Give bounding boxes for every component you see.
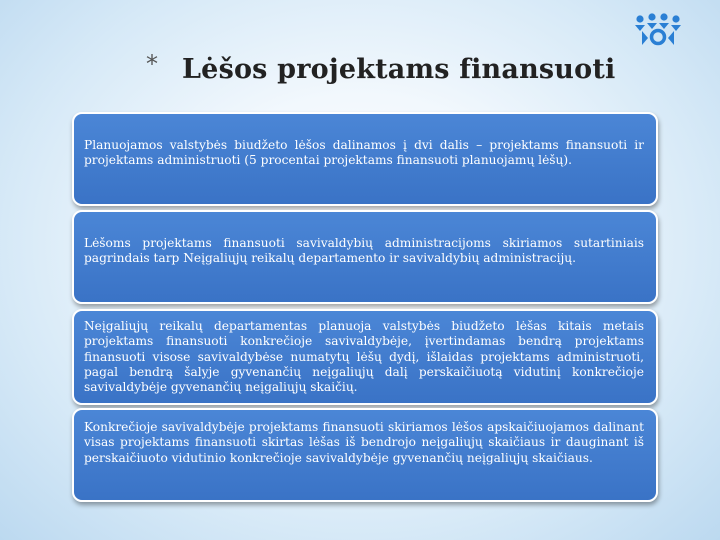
info-box-text: Konkrečioje savivaldybėje projektams finansuoti skiriamos lėšos apskaičiuojamos dalinant visas projektams finansuoti skirtas lėšas iš bendrojo neįgaliųjų skaičiaus ir dauginant iš perskaičiuoto vidutinio konkrečioje savivaldybėje gyvenančių neįgaliųjų skaičiaus. bbox=[84, 420, 644, 465]
info-box-text: Planuojamos valstybės biudžeto lėšos dalinamos į dvi dalis – projektams finansuoti ir projektams administruoti (5 procentai projektams finansuoti planuojamų lėšų). bbox=[84, 138, 644, 168]
page-title: Lėšos projektams finansuoti bbox=[182, 54, 616, 85]
title-row bbox=[140, 50, 660, 100]
title-bullet: * bbox=[146, 50, 158, 78]
organization-logo-icon bbox=[632, 12, 684, 48]
info-box-text: Lėšoms projektams finansuoti savivaldybių administracijoms skiriamos sutartiniais pagrindais tarp Neįgaliųjų reikalų departamento ir savivaldybių administracijų. bbox=[84, 236, 644, 266]
info-box-2 bbox=[72, 210, 658, 304]
info-box-3 bbox=[72, 309, 658, 405]
info-box-1 bbox=[72, 112, 658, 206]
info-box-4 bbox=[72, 408, 658, 502]
info-box-text: Neįgaliųjų reikalų departamentas planuoja valstybės biudžeto lėšas kitais metais projektams finansuoti konkrečioje savivaldybėje, įvertindamas bendrą projektams finansuoti visose savivaldybėse numatytų lėšų dydį, išlaidas projektams administruoti, pagal bendrą šalyje gyvenančių neįgaliųjų dalį perskaičiuotą vidutinį konkrečioje savivaldybėje gyvenančių neįgaliųjų skaičių. bbox=[84, 319, 644, 395]
